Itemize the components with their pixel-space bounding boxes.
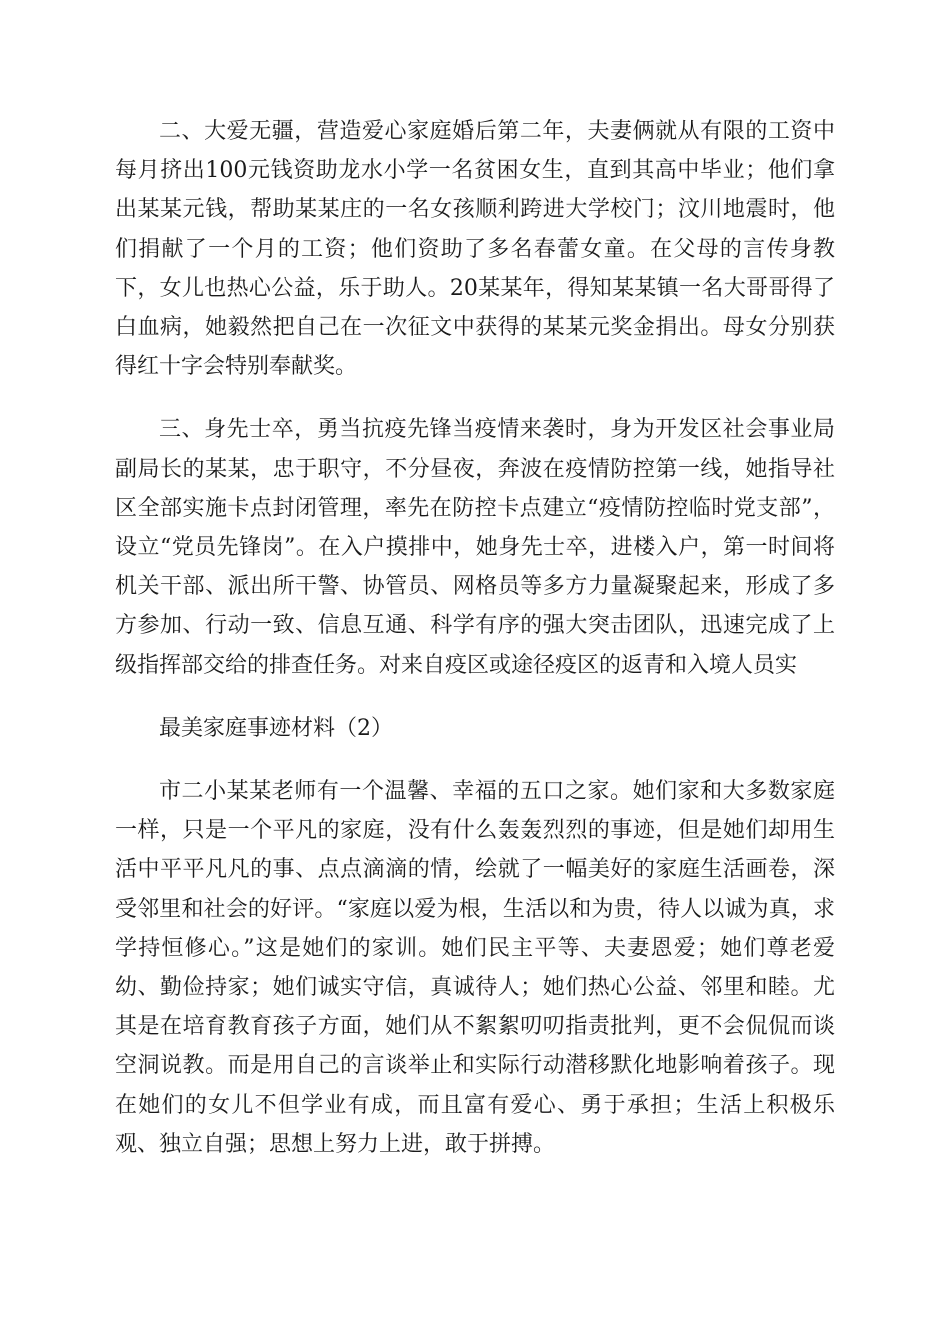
document-page (115, 112, 835, 1164)
paragraph-epidemic-pioneer: 三、身先士卒，勇当抗疫先锋当疫情来袭时，身为开发区社会事业局副局长的某某，忠于职守，不分昼夜，奔波在疫情防控第一线，她指导社区全部实施卡点封闭管理，率先在防控卡点建立“疫情防控临时党支部”，设立“党员先锋岗”。在入户摸排中，她身先士卒，进楼入户，第一时间将机关干部、派出所干警、协管员、网格员等多方力量凝聚起来，形成了多方参加、行动一致、信息互通、科学有序的强大突击团队，迅速完成了上级指挥部交给的排查任务。对来自疫区或途径疫区的返青和入境人员实 (115, 417, 835, 678)
section-heading: 最美家庭事迹材料（2） (159, 715, 393, 741)
paragraph-love-without-borders: 二、大爱无疆，营造爱心家庭婚后第二年，夫妻俩就从有限的工资中每月挤出100元钱资助龙水小学一名贫困女生，直到其高中毕业；他们拿出某某元钱，帮助某某庄的一名女孩顺利跨进大学校门；汶川地震时，他们捐献了一个月的工资；他们资助了多名春蕾女童。在父母的言传身教下，女儿也热心公益，乐于助人。20某某年，得知某某镇一名大哥哥得了白血病，她毅然把自己在一次征文中获得的某某元奖金捐出。母女分别获得红十字会特别奉献奖。 (115, 119, 835, 380)
paragraph-family-story: 市二小某某老师有一个温馨、幸福的五口之家。她们家和大多数家庭一样，只是一个平凡的家庭，没有什么轰轰烈烈的事迹，但是她们却用生活中平平凡凡的事、点点滴滴的情，绘就了一幅美好的家庭生活画卷，深受邻里和社会的好评。“家庭以爱为根，生活以和为贵，待人以诚为真，求学持恒修心。”这是她们的家训。她们民主平等、夫妻恩爱；她们尊老爱幼、勤俭持家；她们诚实守信，真诚待人；她们热心公益、邻里和睦。尤其是在培育教育孩子方面，她们从不絮絮叨叨指责批判，更不会侃侃而谈空洞说教。而是用自己的言谈举止和实际行动潜移默化地影响着孩子。现在她们的女儿不但学业有成，而且富有爱心、勇于承担；生活上积极乐观、独立自强；思想上努力上进，敢于拼搏。 (115, 779, 835, 1157)
